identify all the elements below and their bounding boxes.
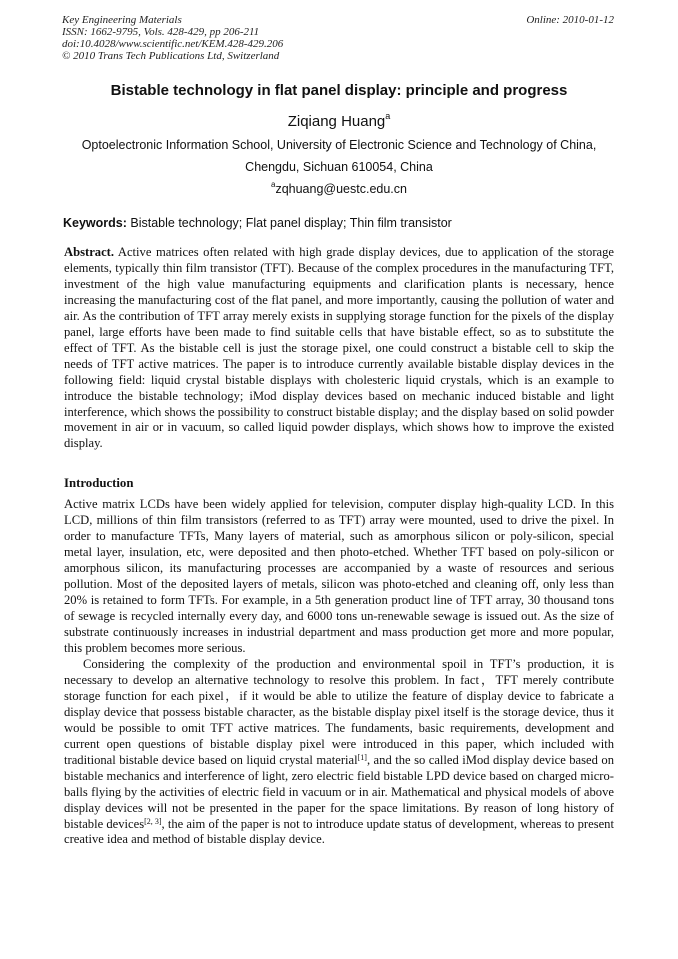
paragraph-2-text-c: , the aim of the paper is not to introduce update status of development, whereas to present creative idea and method of bistable display device. — [64, 816, 614, 847]
author-name: Ziqiang Huang — [287, 113, 386, 130]
introduction-paragraph-2 — [64, 657, 614, 848]
online-date: Online: 2010-01-12 — [526, 14, 614, 26]
journal-doi: doi:10.4028/www.scientific.net/KEM.428-429.206 — [62, 38, 284, 50]
author-email-line — [0, 182, 678, 196]
introduction-paragraph-1: Active matrix LCDs have been widely applied for television, computer display high-quality LCD. In this LCD, millions of thin film transistors (referred to as TFT) array were mounted, used to drive the pixel. In order to manufacture TFTs, Many layers of material, such as amorphous silicon or poly-silicon, special metal layer, insulation, etc, were deposited and then photo-etched. Whether TFT based on poly-silicon or amorphous silicon, its manufacturing processes are accompanied by a waste of resources and serious pollution. Most of the deposited layers of metals, silicon was photo-etched and cleaning off, only less than 20% is retained to form TFTs. For example, in a 5th generation product line of TFT array, 30 thousand tons of sewage is recycled internally every day, and 6000 tons un-renewable sewage is issued out. As the size of substrate continuously increases in industrial department and mass production get more and more popular, this problem becomes more serious. — [64, 497, 614, 655]
section-heading-introduction: Introduction — [64, 476, 134, 490]
author-email: zqhuang@uestc.edu.cn — [275, 182, 407, 196]
journal-issn: ISSN: 1662-9795, Vols. 428-429, pp 206-211 — [62, 26, 260, 38]
affiliation-line-1: Optoelectronic Information School, University of Electronic Science and Technology of China, — [81, 138, 597, 152]
affiliation-line-2: Chengdu, Sichuan 610054, China — [245, 160, 433, 174]
journal-header — [62, 14, 283, 62]
citation-1: [1] — [357, 752, 367, 762]
keywords-text: Bistable technology; Flat panel display; Thin film transistor — [126, 216, 452, 230]
paragraph-2-text-a: Considering the complexity of the production and environmental spoil in TFT’s production, it is necessary to develop an alternative technology to resolve this problem. In fact，TFT merely contribute storage function for each pixel，if it would be able to utilize the feature of display device to fabricate a display device that possess bistable character, as the bistable display pixel itself is the storage device, thus it would be possible to omit TFT active matrices. The fundaments, basic requirements, development and current open questions of bistable display pixel were introduced in this paper, which included with traditional bistable device based on liquid crystal material — [64, 657, 614, 767]
journal-copyright: © 2010 Trans Tech Publications Ltd, Switzerland — [62, 50, 280, 62]
paragraph-2-text-b: , and the so called iMod display device based on bistable mechanics and interference of light, zero electric field bistable LPD device based on charged micro-balls flying by the activities of electric field in vacuum or in air. Mathematical and physical models of above display devices will not be presented in the paper for the space limitations. By reason of long history of bistable devices — [64, 752, 614, 831]
abstract — [64, 245, 614, 452]
journal-name: Key Engineering Materials — [62, 14, 182, 26]
keywords-label: Keywords: — [63, 216, 127, 230]
citation-2-3: [2, 3] — [144, 816, 162, 826]
email-mark: a — [271, 180, 276, 189]
keywords — [63, 216, 623, 230]
author-line — [0, 113, 678, 130]
abstract-label: Abstract. — [64, 245, 115, 259]
abstract-text: Active matrices often related with high grade display devices, due to application of the storage elements, typically thin film transistor (TFT). Because of the complex procedures in the manufacturing TFT, investment of the high value manufacturing equipments and clarification plants is necessary, hence increasing the manufacturing cost of the flat panel, and more importantly, causing the pollution of water and air. As the contribution of TFT array merely exists in supplying storage function for the pixels of the display panel, large efforts have been made to find suitable cells that have bistable effect, so as to substitute the effect of TFT. As the bistable cell is just the storage pixel, one could construct a bistable cell to skip the needs of TFT active matrices. The paper is to introduce currently available bistable display devices in the following field: liquid crystal bistable displays with cholesteric liquid crystals, which is an example to introduce the bistable technology; iMod display devices based on mechanic induced bistable and light interference, which shows the possibility to construct bistable display; and the display based on solid powder movement in air or in vacuum, so called liquid powder displays, which shows how to improve the existed display. — [64, 245, 614, 451]
author-mark: a — [385, 111, 391, 121]
paper-title: Bistable technology in flat panel display: principle and progress — [110, 82, 568, 99]
